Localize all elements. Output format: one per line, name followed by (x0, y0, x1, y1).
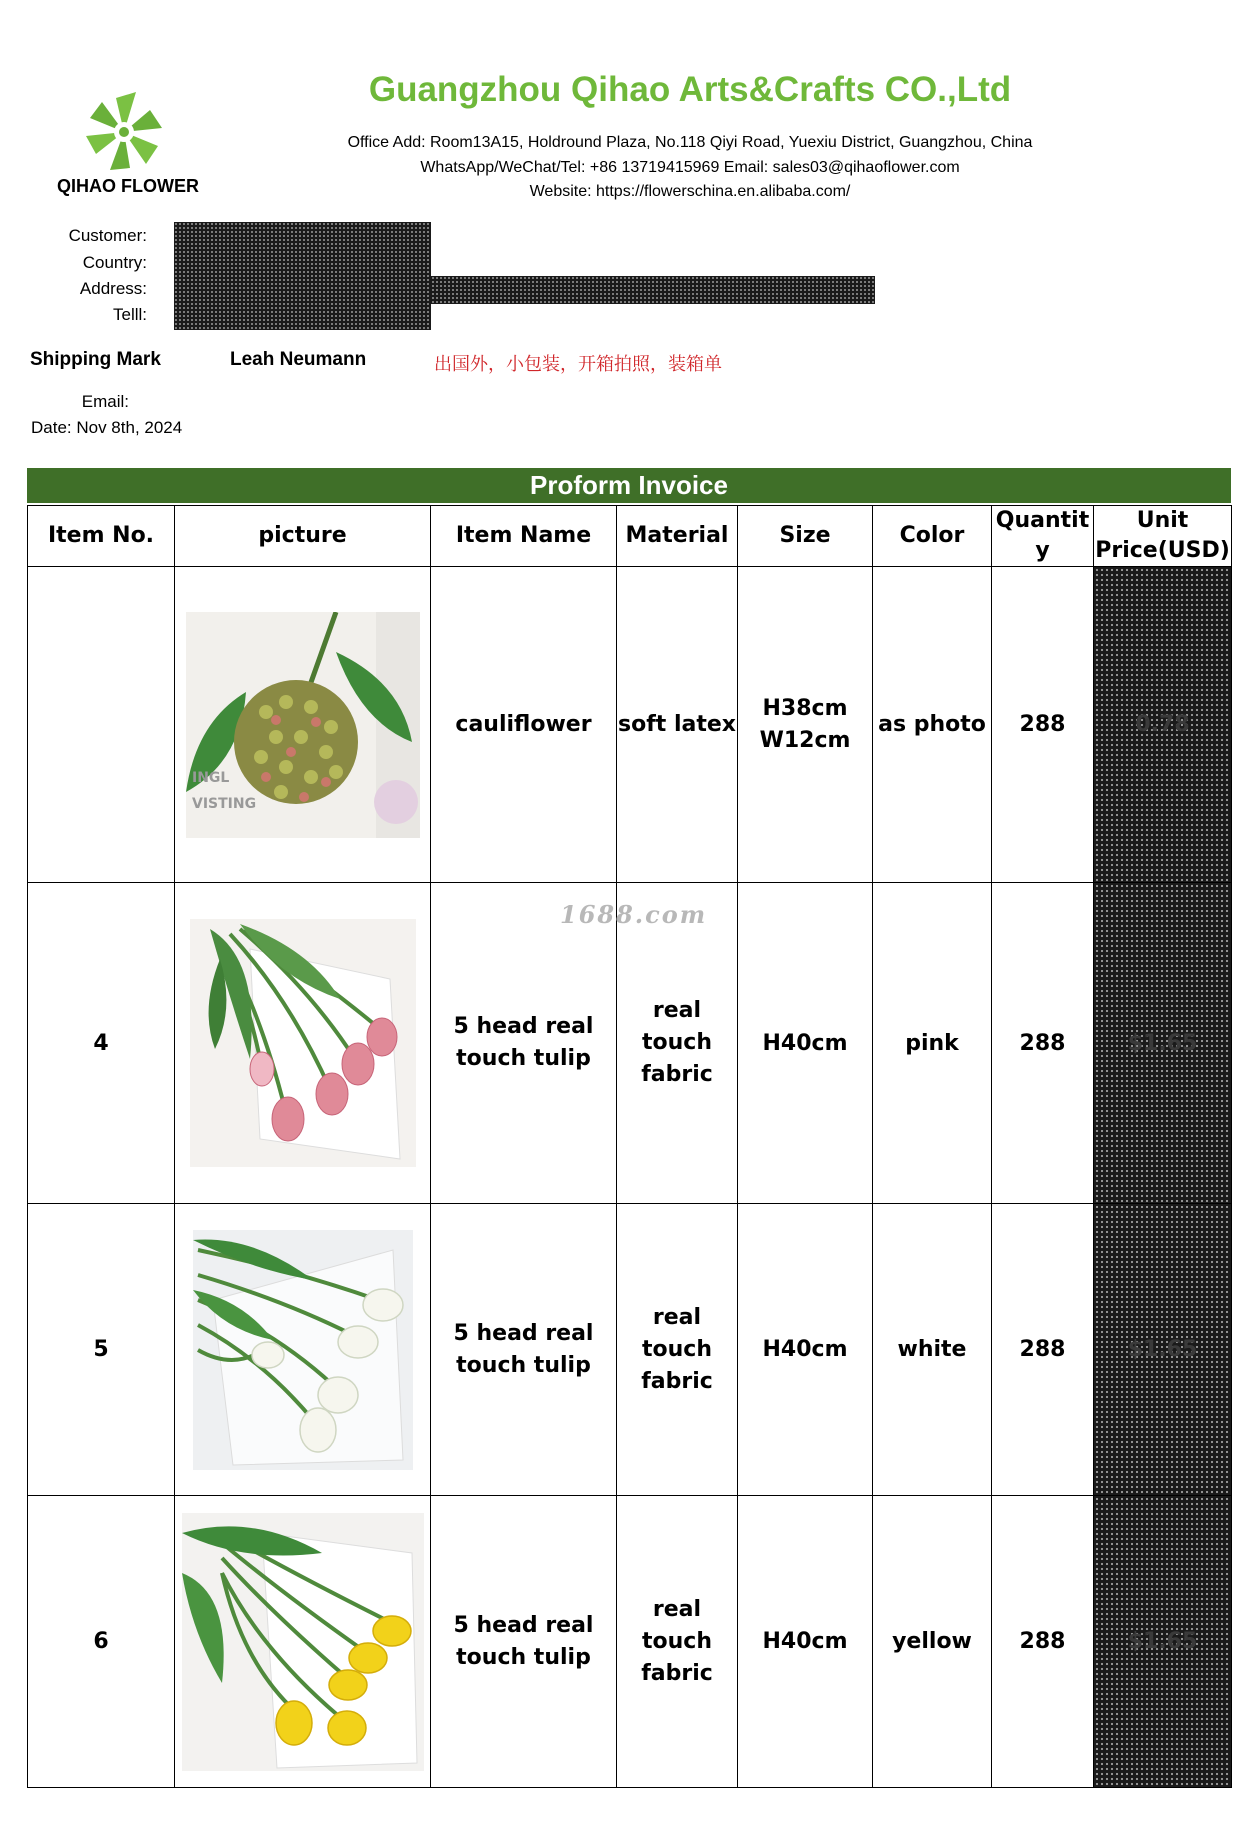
cell-item-name (431, 1496, 617, 1788)
table-header-row (28, 506, 1232, 567)
website-line: Website: https://flowerschina.en.alibaba.com/ (529, 183, 851, 200)
header-quantity: Quantity (992, 506, 1094, 567)
unit-price-text: $1.65 (1127, 1337, 1198, 1362)
cell-size: H40cm (738, 883, 873, 1204)
office-address: Office Add: Room13A15, Holdround Plaza, No.118 Qiyi Road, Yuexiu District, Guangzhou, China (347, 134, 1033, 151)
customer-label: Customer: (68, 226, 147, 245)
logo-text: QIHAO FLOWER (57, 176, 199, 196)
shipping-mark-label: Shipping Mark (30, 349, 161, 370)
cell-quantity: 288 (992, 1204, 1094, 1496)
cell-item-no: 5 (28, 1204, 175, 1496)
white-tulip-photo (193, 1230, 413, 1470)
invoice-title: Proform Invoice (27, 468, 1231, 503)
cell-material: soft latex (617, 567, 738, 883)
header-item-no: Item No. (28, 506, 175, 567)
cell-item-no: 6 (28, 1496, 175, 1788)
cell-item-no: 4 (28, 883, 175, 1204)
material-text: real touch fabric (641, 1304, 713, 1394)
unit-price-text: $1.65 (1127, 1629, 1198, 1654)
header-size: Size (738, 506, 873, 567)
cell-quantity: 288 (992, 1496, 1094, 1788)
unit-price-text: 0.78 (1135, 712, 1190, 737)
table-row (28, 567, 1232, 883)
material-text: real touch fabric (641, 1596, 713, 1686)
contact-line: WhatsApp/WeChat/Tel: +86 13719415969 Email: sales03@qihaoflower.com (420, 159, 960, 176)
header-picture: picture (175, 506, 431, 567)
tel-label: Telll: (112, 305, 147, 324)
svg-text:VISTING: VISTING (191, 795, 256, 812)
country-label: Country: (82, 253, 147, 272)
cell-quantity: 288 (992, 567, 1094, 883)
shipping-note: 出国外，小包装，开箱拍照，装箱单 (434, 354, 722, 375)
unit-price-text: $1.65 (1127, 1030, 1198, 1056)
cell-color: yellow (873, 1496, 992, 1788)
company-name: Guangzhou Qihao Arts&Crafts CO.,Ltd (368, 70, 1012, 109)
table-row (28, 1204, 1232, 1496)
redacted-address (431, 276, 875, 304)
cell-size: H38cm W12cm (738, 567, 873, 883)
material-text: real touch fabric (641, 998, 713, 1087)
cell-color: pink (873, 883, 992, 1204)
header-unit-price: Unit Price(USD) (1094, 506, 1232, 567)
cell-item-name (431, 1204, 617, 1496)
cell-material (617, 1496, 738, 1788)
cauliflower-photo (186, 612, 420, 838)
cell-picture (175, 1496, 431, 1788)
watermark: 1688.com (560, 900, 708, 929)
yellow-tulip-photo (182, 1513, 424, 1771)
header-material: Material (617, 506, 738, 567)
item-name-text: 5 head real touch tulip (453, 1612, 594, 1670)
cell-picture (175, 883, 431, 1204)
cell-quantity: 288 (992, 883, 1094, 1204)
cell-unit-price-redacted (1094, 883, 1232, 1204)
cell-unit-price-redacted (1094, 1496, 1232, 1788)
email-label: Email: (81, 392, 129, 411)
item-name-text: 5 head real touch tulip (453, 1014, 594, 1071)
header-item-name: Item Name (431, 506, 617, 567)
cell-color: as photo (873, 567, 992, 883)
cell-item-no (28, 567, 175, 883)
table-row (28, 883, 1232, 1204)
cell-item-name (431, 883, 617, 1204)
cell-material (617, 883, 738, 1204)
cell-size: H40cm (738, 1496, 873, 1788)
item-name-text: 5 head real touch tulip (453, 1320, 594, 1378)
pink-tulip-photo (190, 919, 416, 1167)
cell-unit-price-redacted (1094, 567, 1232, 883)
cell-color: white (873, 1204, 992, 1496)
svg-text:INGL: INGL (191, 769, 229, 786)
shipping-mark-name: Leah Neumann (230, 349, 367, 370)
redacted-customer-info (174, 222, 431, 330)
header-color: Color (873, 506, 992, 567)
invoice-table (27, 505, 1232, 1788)
invoice-date: Date: Nov 8th, 2024 (31, 418, 183, 437)
cell-item-name: cauliflower (431, 567, 617, 883)
cell-unit-price-redacted (1094, 1204, 1232, 1496)
cell-size: H40cm (738, 1204, 873, 1496)
cell-picture (175, 1204, 431, 1496)
cell-material (617, 1204, 738, 1496)
cell-picture (175, 567, 431, 883)
table-row (28, 1496, 1232, 1788)
address-label: Address: (79, 279, 147, 298)
